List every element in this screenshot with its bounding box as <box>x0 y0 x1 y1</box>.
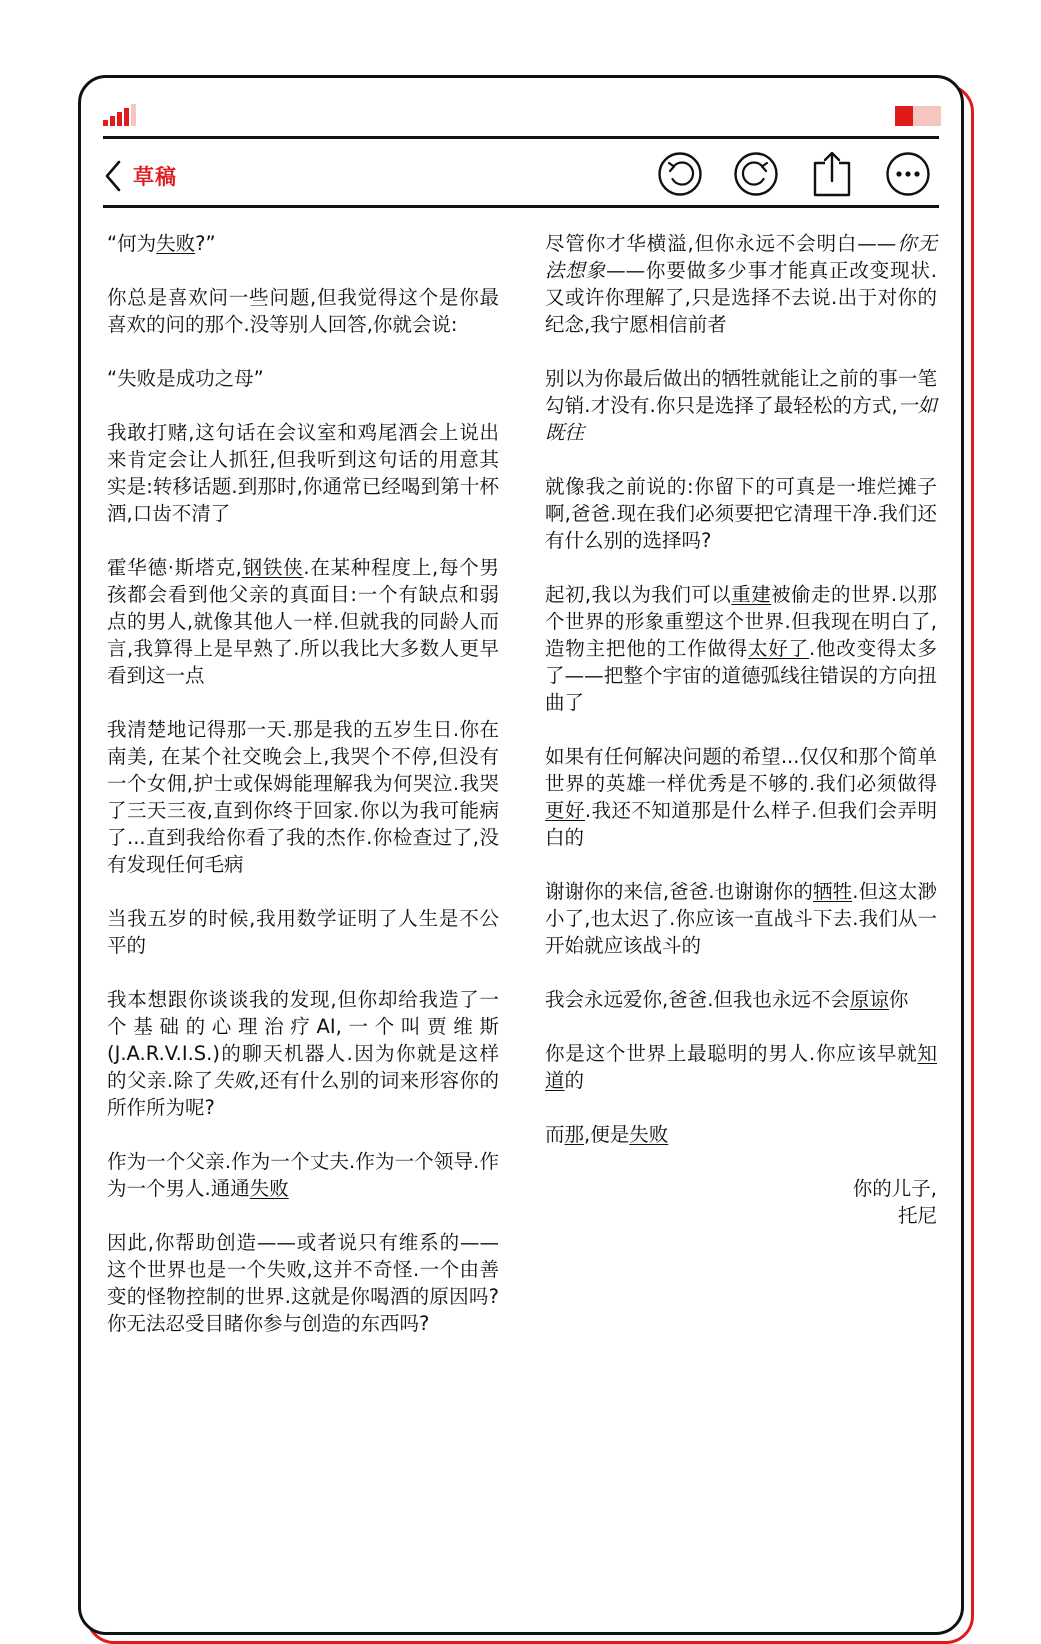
letter-left-column <box>107 230 499 1364</box>
redo-button[interactable] <box>733 151 779 197</box>
paragraph: 而那,便是失败 <box>545 1123 669 1146</box>
paragraph: 我清楚地记得那一天.那是我的五岁生日.你在南美, 在某个社交晚会上,我哭个不停,但没有一个女佣,护士或保姆能理解我为何哭泣.我哭了三天三夜,直到你终于回家.你以为我可能病了...直到我给你看了我的杰作.你检查过了,没有发现任何毛病 <box>107 718 499 876</box>
signature: 托尼 <box>897 1204 937 1227</box>
paragraph: 如果有任何解决问题的希望...仅仅和那个简单世界的英雄一样优秀是不够的.我们必须做得更好.我还不知道那是什么样子.但我们会弄明白的 <box>545 745 937 849</box>
paragraph: 我本想跟你谈谈我的发现,但你却给我造了一个基础的心理治疗AI,一个叫贾维斯(J.A.R.V.I.S.)的聊天机器人.因为你就是这样的父亲.除了失败,还有什么别的词来形容你的所作所为呢? <box>107 988 500 1119</box>
device-frame <box>78 75 964 1635</box>
paragraph: 我敢打赌,这句话在会议室和鸡尾酒会上说出来肯定会让人抓狂,但我听到这句话的用意其实是:转移话题.到那时,你通常已经喝到第十杯酒,口齿不清了 <box>107 421 499 525</box>
paragraph: “失败是成功之母” <box>107 367 264 390</box>
paragraph: 谢谢你的来信,爸爸.也谢谢你的牺牲.但这太渺小了,也太迟了.你应该一直战斗下去.我们从一开始就应该战斗的 <box>545 880 937 957</box>
letter-right-column <box>545 230 937 1364</box>
signature-block <box>545 1175 937 1229</box>
letter-body <box>107 230 937 1364</box>
paragraph: 你总是喜欢问一些问题,但我觉得这个是你最喜欢的问的那个.没等别人回答,你就会说: <box>107 286 499 336</box>
share-button[interactable] <box>809 151 855 197</box>
share-icon <box>809 151 855 197</box>
back-button[interactable] <box>103 156 177 196</box>
paragraph: 起初,我以为我们可以重建被偷走的世界.以那个世界的形象重塑这个世界.但我现在明白了,造物主把他的工作做得太好了.他改变得太多了——把整个宇宙的道德弧线往错误的方向扭曲了 <box>545 583 938 714</box>
undo-icon <box>657 151 703 197</box>
back-label: 草稿 <box>133 165 177 189</box>
redo-icon <box>733 151 779 197</box>
paragraph: “何为失败?” <box>107 232 216 255</box>
paragraph: 因此,你帮助创造——或者说只有维系的——这个世界也是一个失败,这并不奇怪.一个由善变的怪物控制的世界.这就是你喝酒的原因吗?你无法忍受目睹你参与创造的东西吗? <box>107 1231 499 1335</box>
toolbar <box>627 151 931 197</box>
paragraph: 你是这个世界上最聪明的男人.你应该早就知道的 <box>545 1042 937 1092</box>
paragraph: 霍华德·斯塔克,钢铁侠.在某种程度上,每个男孩都会看到他父亲的真面目:一个有缺点和弱点的男人,就像其他人一样.但就我的同龄人而言,我算得上是早熟了.所以我比大多数人更早看到这一点 <box>107 556 499 687</box>
paragraph: 我会永远爱你,爸爸.但我也永远不会原谅你 <box>545 988 909 1011</box>
closing: 你的儿子, <box>852 1177 937 1200</box>
battery-icon <box>895 106 941 126</box>
chevron-left-icon <box>103 160 123 192</box>
paragraph: 就像我之前说的:你留下的可真是一堆烂摊子啊,爸爸.现在我们必须要把它清理干净.我们还有什么别的选择吗? <box>545 475 937 552</box>
divider-top <box>103 136 939 139</box>
more-icon <box>885 151 931 197</box>
divider-bottom <box>103 205 939 208</box>
signal-icon <box>103 102 143 126</box>
paragraph: 作为一个父亲.作为一个丈夫.作为一个领导.作为一个男人.通通失败 <box>107 1150 499 1200</box>
paragraph: 别以为你最后做出的牺牲就能让之前的事一笔勾销.才没有.你只是选择了最轻松的方式,一如既往 <box>545 367 937 444</box>
paragraph: 尽管你才华横溢,但你永远不会明白——你无法想象——你要做多少事才能真正改变现状.又或许你理解了,只是选择不去说.出于对你的纪念,我宁愿相信前者 <box>545 232 937 336</box>
more-button[interactable] <box>885 151 931 197</box>
paragraph: 当我五岁的时候,我用数学证明了人生是不公平的 <box>107 907 499 957</box>
undo-button[interactable] <box>657 151 703 197</box>
